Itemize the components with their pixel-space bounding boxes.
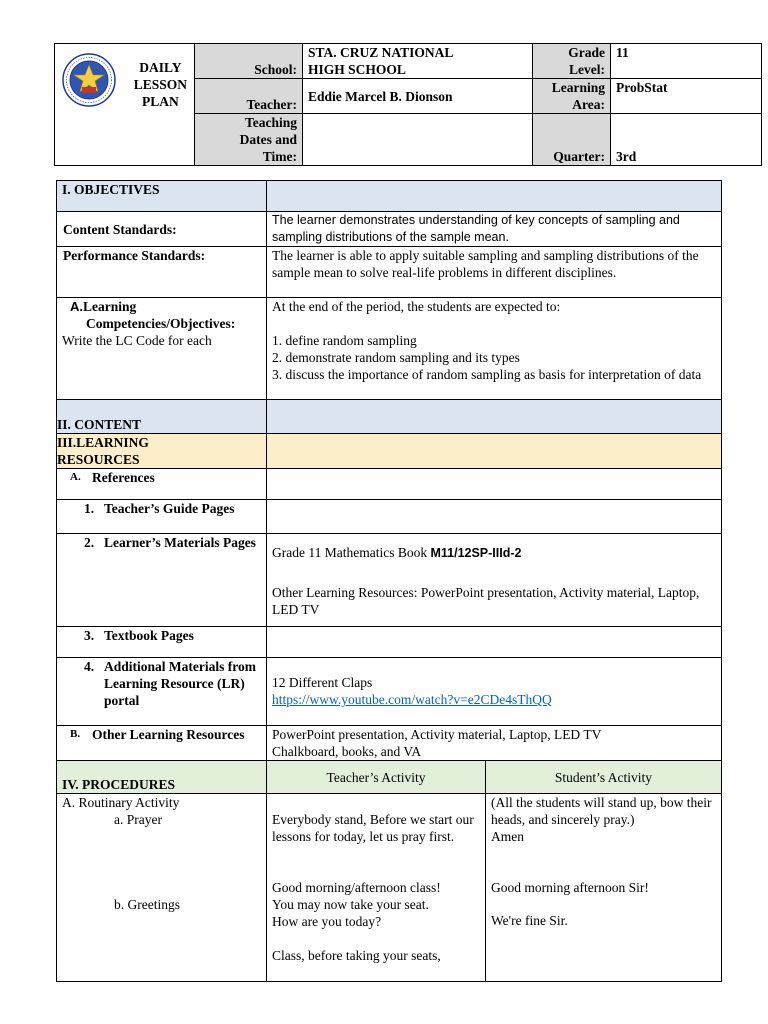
title-line-3: PLAN: [141, 94, 179, 109]
student-greet: Good morning afternoon Sir!: [491, 880, 649, 895]
student-activity-cell: [486, 794, 722, 982]
learning-resources-fill: [267, 434, 722, 469]
competency-item: 3. discuss the importance of random sampling as basis for interpretation of data: [272, 367, 702, 382]
objectives-title: I. OBJECTIVES: [57, 181, 267, 212]
teachers-guide-value: [267, 500, 722, 534]
textbook-pages-value: [267, 627, 722, 658]
content-standards-label: Content Standards:: [57, 212, 267, 247]
additional-materials-label: [57, 658, 267, 726]
am-text: Additional Materials from Learning Resource (LR) portal: [104, 659, 256, 708]
teacher-greet-2: You may now take your seat.: [272, 897, 429, 912]
competencies-label-2: Competencies/Objectives:: [86, 316, 236, 331]
grade-label: [533, 44, 611, 79]
competencies-note: Write the LC Code for each: [62, 333, 212, 348]
student-prayer: (All the students will stand up, bow their heads, and sincerely pray.): [491, 795, 712, 827]
teacher-greet-1: Good morning/afternoon class!: [272, 880, 441, 895]
tg-text: Teacher’s Guide Pages: [104, 501, 235, 516]
textbook-pages-label: [57, 627, 267, 658]
header-logo-cell: [55, 44, 195, 166]
title-line-1: DAILY: [139, 60, 182, 75]
tb-num: 3.: [84, 628, 95, 643]
area-label-line-2: Area:: [572, 97, 605, 112]
area-label-line-1: Learning: [551, 80, 605, 95]
dates-label-line-1: Teaching: [244, 115, 297, 130]
additional-materials-value: [267, 658, 722, 726]
quarter-label: Quarter:: [533, 114, 611, 166]
references-value: [267, 469, 722, 500]
olr-letter: B.: [70, 728, 81, 740]
lm-text: Learner’s Materials Pages: [104, 535, 256, 550]
dates-label: [195, 114, 303, 166]
teachers-guide-label: [57, 500, 267, 534]
content-standards-value: The learner demonstrates understanding of key concepts of sampling and sampling distributions of the sample mean.: [267, 212, 722, 247]
quarter-value: 3rd: [611, 114, 762, 166]
competency-item: 2. demonstrate random sampling and its types: [272, 350, 520, 365]
teacher-value: Eddie Marcel B. Dionson: [303, 79, 533, 114]
school-line-1: STA. CRUZ NATIONAL: [308, 45, 454, 60]
school-value: [303, 44, 533, 79]
dates-label-line-3: Time:: [262, 149, 297, 164]
lesson-plan-table: [56, 180, 722, 982]
objectives-title-fill: [267, 181, 722, 212]
competencies-letter: A.: [70, 299, 83, 314]
am-value: 12 Different Claps: [272, 675, 373, 690]
tg-num: 1.: [84, 501, 95, 516]
school-label: School:: [195, 44, 303, 79]
tb-text: Textbook Pages: [104, 628, 194, 643]
performance-standards-label: Performance Standards:: [57, 247, 267, 298]
teacher-activity-cell: [267, 794, 486, 982]
header-table: [54, 43, 762, 166]
content-title: II. CONTENT: [57, 400, 267, 434]
references-text: References: [92, 470, 155, 485]
learners-materials-label: [57, 534, 267, 627]
performance-standards-value: The learner is able to apply suitable sampling and sampling distributions of the sample mean to solve real-life problems in different disciplines.: [267, 247, 722, 298]
references-letter: A.: [70, 471, 81, 483]
greetings-label: b. Greetings: [114, 897, 180, 912]
teacher-label: Teacher:: [195, 79, 303, 114]
student-activity-header: Student’s Activity: [486, 761, 722, 794]
teacher-greet-3: How are you today?: [272, 914, 382, 929]
competencies-value: [267, 298, 722, 400]
learners-materials-value: [267, 534, 722, 627]
lm-num: 2.: [84, 535, 95, 550]
area-label: [533, 79, 611, 114]
grade-label-line-1: Grade: [568, 45, 605, 60]
resources-title-line-2: RESOURCES: [57, 452, 140, 467]
other-resources-label: [57, 726, 267, 761]
lm-value-prefix: Grade 11 Mathematics Book: [272, 545, 431, 560]
procedures-title: IV. PROCEDURES: [57, 761, 267, 794]
prayer-label: a. Prayer: [114, 812, 162, 827]
routinary-label: A. Routinary Activity: [62, 795, 180, 810]
other-resources-value: [267, 726, 722, 761]
competency-item: 1. define random sampling: [272, 333, 417, 348]
content-title-fill: [267, 400, 722, 434]
lm-value-code: M11/12SP-IIId-2: [430, 546, 522, 560]
youtube-link[interactable]: https://www.youtube.com/watch?v=e2CDe4sThQQ: [272, 692, 552, 707]
student-amen: Amen: [491, 829, 524, 844]
resources-title-line-1: III.LEARNING: [57, 435, 149, 450]
dates-label-line-2: Dates and: [239, 132, 297, 147]
competencies-label-cell: [57, 298, 267, 400]
competencies-intro: At the end of the period, the students are expected to:: [272, 299, 561, 314]
learning-resources-title: [57, 434, 267, 469]
title-line-2: LESSON: [133, 77, 187, 92]
references-label: [57, 469, 267, 500]
area-value: ProbStat: [611, 79, 762, 114]
teacher-greet-4: Class, before taking your seats,: [272, 948, 441, 963]
olr-value-2: Chalkboard, books, and VA: [272, 744, 422, 759]
olr-value-1: PowerPoint presentation, Activity material, Laptop, LED TV: [272, 727, 602, 742]
grade-value: 11: [611, 44, 762, 79]
teacher-prayer: Everybody stand, Before we start our lessons for today, let us pray first.: [272, 812, 474, 844]
school-line-2: HIGH SCHOOL: [308, 62, 406, 77]
am-num: 4.: [84, 659, 95, 674]
routinary-activity-cell: [57, 794, 267, 982]
competencies-label-1: Learning: [83, 299, 137, 314]
lm-other-resources: Other Learning Resources: PowerPoint presentation, Activity material, Laptop, LED TV: [272, 585, 700, 617]
dates-value: [303, 114, 533, 166]
olr-text: Other Learning Resources: [92, 727, 245, 742]
deped-seal-icon: [62, 53, 116, 107]
teacher-activity-header: Teacher’s Activity: [267, 761, 486, 794]
grade-label-line-2: Level:: [569, 62, 605, 77]
student-fine: We're fine Sir.: [491, 913, 568, 928]
lesson-plan-title: [134, 59, 187, 110]
